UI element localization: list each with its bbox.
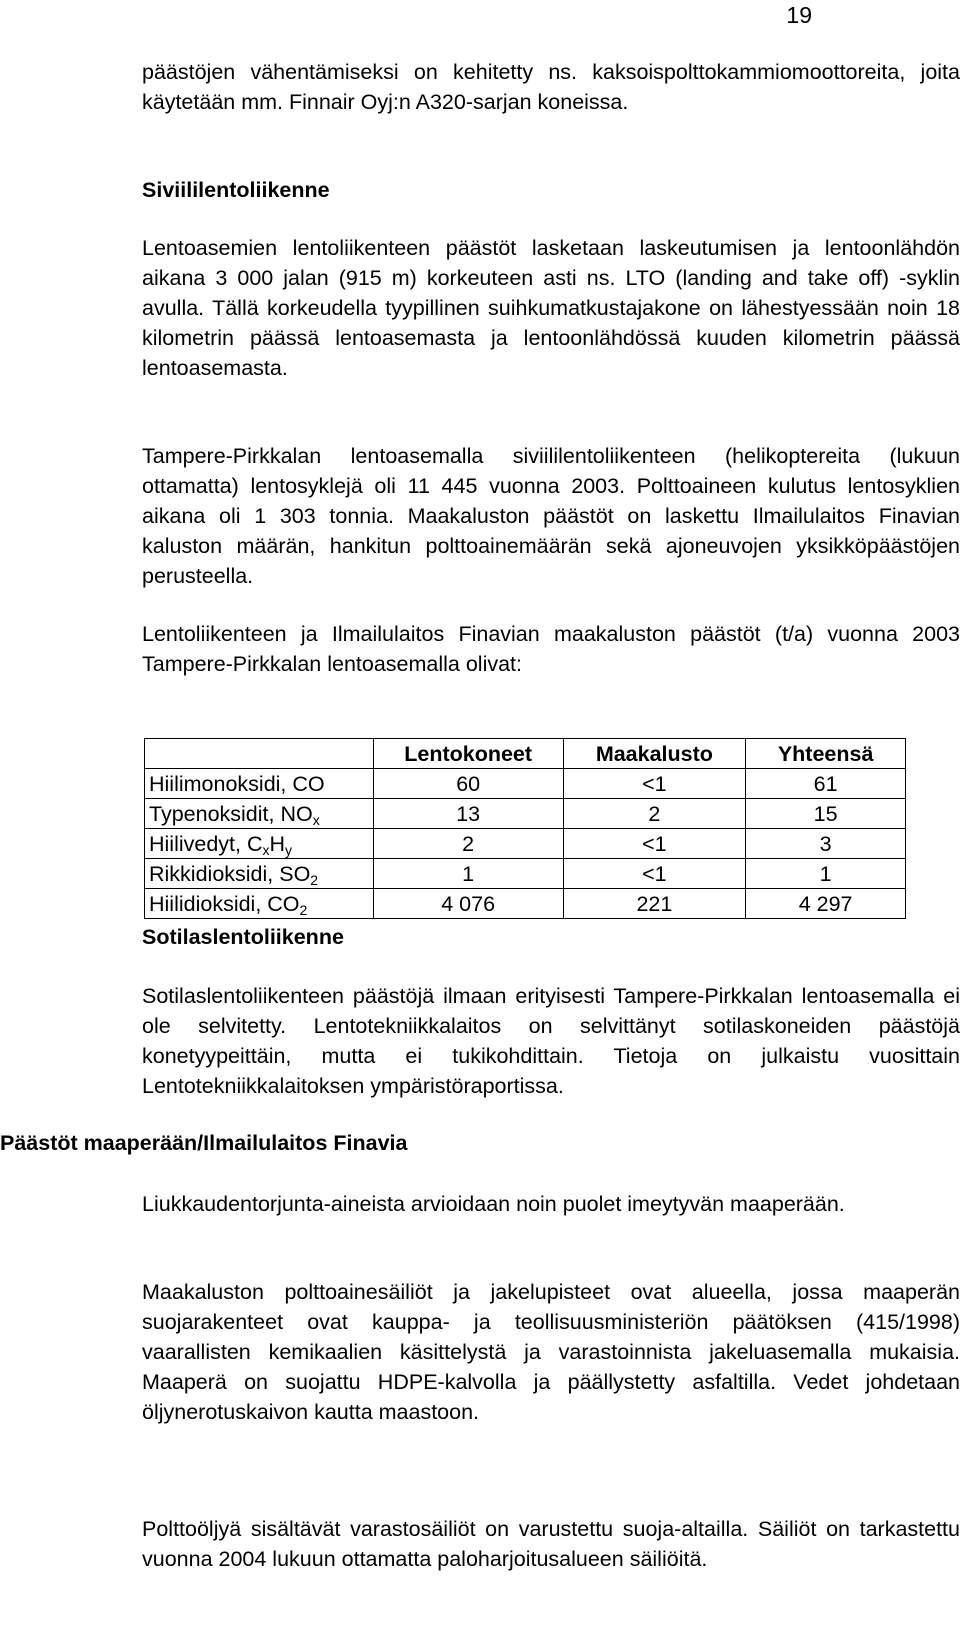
subscript: y bbox=[285, 841, 293, 858]
heading-civil-aviation: Siviililentoliikenne bbox=[142, 178, 330, 202]
row-label-text: Hiilidioksidi, CO bbox=[149, 891, 300, 916]
table-row bbox=[145, 889, 906, 919]
table-row bbox=[145, 829, 906, 859]
row-label bbox=[145, 859, 374, 889]
paragraph-engines bbox=[142, 57, 960, 117]
paragraph-deicing bbox=[142, 1189, 960, 1219]
table-row bbox=[145, 859, 906, 889]
paragraph-fuel-tanks bbox=[142, 1277, 960, 1427]
subscript: x bbox=[262, 841, 270, 858]
cell-maakalusto: <1 bbox=[563, 829, 746, 859]
cell-maakalusto: <1 bbox=[563, 769, 746, 799]
table-header-row bbox=[145, 739, 906, 769]
paragraph-text: Lentoliikenteen ja Ilmailulaitos Finavian maakaluston päästöt (t/a) vuonna 2003 Tampere-Pirkkalan lentoasemalla olivat: bbox=[142, 622, 960, 676]
cell-maakalusto: <1 bbox=[563, 859, 746, 889]
cell-maakalusto: 2 bbox=[563, 799, 746, 829]
heading-soil-emissions: Päästöt maaperään/Ilmailulaitos Finavia bbox=[0, 1131, 408, 1155]
heading-military-aviation: Sotilaslentoliikenne bbox=[142, 925, 344, 949]
cell-lentokoneet: 1 bbox=[373, 859, 563, 889]
paragraph-text: Polttoöljyä sisältävät varastosäiliöt on varustettu suoja-altailla. Säiliöt on tarkastettu vuonna 2004 lukuun ottamatta paloharjoitusalueen säiliöitä. bbox=[142, 1517, 960, 1571]
row-label-text: Hiilivedyt, C bbox=[149, 831, 263, 856]
subscript: 2 bbox=[299, 901, 308, 918]
table-row bbox=[145, 769, 906, 799]
row-label-text: Typenoksidit, NO bbox=[149, 801, 313, 826]
row-label-text: Hiilimonoksidi, CO bbox=[149, 771, 325, 796]
paragraph-text: Tampere-Pirkkalan lentoasemalla siviililentoliikenteen (helikoptereita (lukuun ottamatta) lentosyklejä oli 11 445 vuonna 2003. Polttoaineen kulutus lentosyklien aikana oli 1 303 tonnia. Maakaluston päästöt on laskettu Ilmailulaitos Finavian kaluston määrän, hankitun polttoainemäärän sekä ajoneuvojen yksikköpäästöjen perusteella. bbox=[142, 444, 960, 588]
subscript: 2 bbox=[310, 871, 319, 888]
cell-yhteensa: 61 bbox=[746, 769, 906, 799]
paragraph-storage-tanks bbox=[142, 1514, 960, 1574]
table-header-empty bbox=[145, 739, 374, 769]
row-label bbox=[145, 799, 374, 829]
cell-yhteensa: 1 bbox=[746, 859, 906, 889]
page-number: 19 bbox=[786, 2, 812, 28]
emissions-table bbox=[144, 738, 906, 919]
row-label-text: Rikkidioksidi, SO bbox=[149, 861, 311, 886]
paragraph-military bbox=[142, 981, 960, 1101]
subscript: x bbox=[312, 811, 320, 828]
cell-lentokoneet: 4 076 bbox=[373, 889, 563, 919]
cell-lentokoneet: 13 bbox=[373, 799, 563, 829]
cell-yhteensa: 4 297 bbox=[746, 889, 906, 919]
paragraph-lto bbox=[142, 233, 960, 383]
paragraph-text: Lentoasemien lentoliikenteen päästöt lasketaan laskeutumisen ja lentoonlähdön aikana 3 000 jalan (915 m) korkeuteen asti ns. LTO (landing and take off) -syklin avulla. Tällä korkeudella tyypillinen suihkumatkustajakone on lähestyessään noin 18 kilometrin päässä lentoasemasta ja lentoonlähdössä kuuden kilometrin päässä lentoasemasta. bbox=[142, 236, 960, 380]
row-label bbox=[145, 889, 374, 919]
paragraph-table-intro bbox=[142, 619, 960, 679]
paragraph-text: päästöjen vähentämiseksi on kehitetty ns. kaksoispolttokammiomoottoreita, joita käytetään mm. Finnair Oyj:n A320-sarjan koneissa. bbox=[142, 60, 960, 114]
table-row bbox=[145, 799, 906, 829]
paragraph-text: Liukkaudentorjunta-aineista arvioidaan noin puolet imeytyvän maaperään. bbox=[142, 1192, 845, 1216]
paragraph-text: Maakaluston polttoainesäiliöt ja jakelupisteet ovat alueella, jossa maaperän suojarakenteet ovat kauppa- ja teollisuusministeriön päätöksen (415/1998) vaarallisten kemikaalien käsittelystä ja varastoinnista jakeluasemalla mukaisia. Maaperä on suojattu HDPE-kalvolla ja päällystetty asfaltilla. Vedet johdetaan öljynerotuskaivon kautta maastoon. bbox=[142, 1280, 960, 1424]
table-header-yhteensa: Yhteensä bbox=[746, 739, 906, 769]
paragraph-tampere bbox=[142, 441, 960, 591]
cell-yhteensa: 15 bbox=[746, 799, 906, 829]
table-header-lentokoneet: Lentokoneet bbox=[373, 739, 563, 769]
paragraph-text: Sotilaslentoliikenteen päästöjä ilmaan erityisesti Tampere-Pirkkalan lentoasemalla ei ole selvitetty. Lentotekniikkalaitos on selvittänyt sotilaskoneiden päästöjä konetyypeittäin, mutta ei tukikohdittain. Tietoja on julkaistu vuosittain Lentotekniikkalaitoksen ympäristöraportissa. bbox=[142, 984, 960, 1098]
row-label-mid: H bbox=[269, 831, 286, 856]
cell-lentokoneet: 2 bbox=[373, 829, 563, 859]
table-header-maakalusto: Maakalusto bbox=[563, 739, 746, 769]
row-label bbox=[145, 829, 374, 859]
cell-yhteensa: 3 bbox=[746, 829, 906, 859]
row-label bbox=[145, 769, 374, 799]
cell-maakalusto: 221 bbox=[563, 889, 746, 919]
cell-lentokoneet: 60 bbox=[373, 769, 563, 799]
